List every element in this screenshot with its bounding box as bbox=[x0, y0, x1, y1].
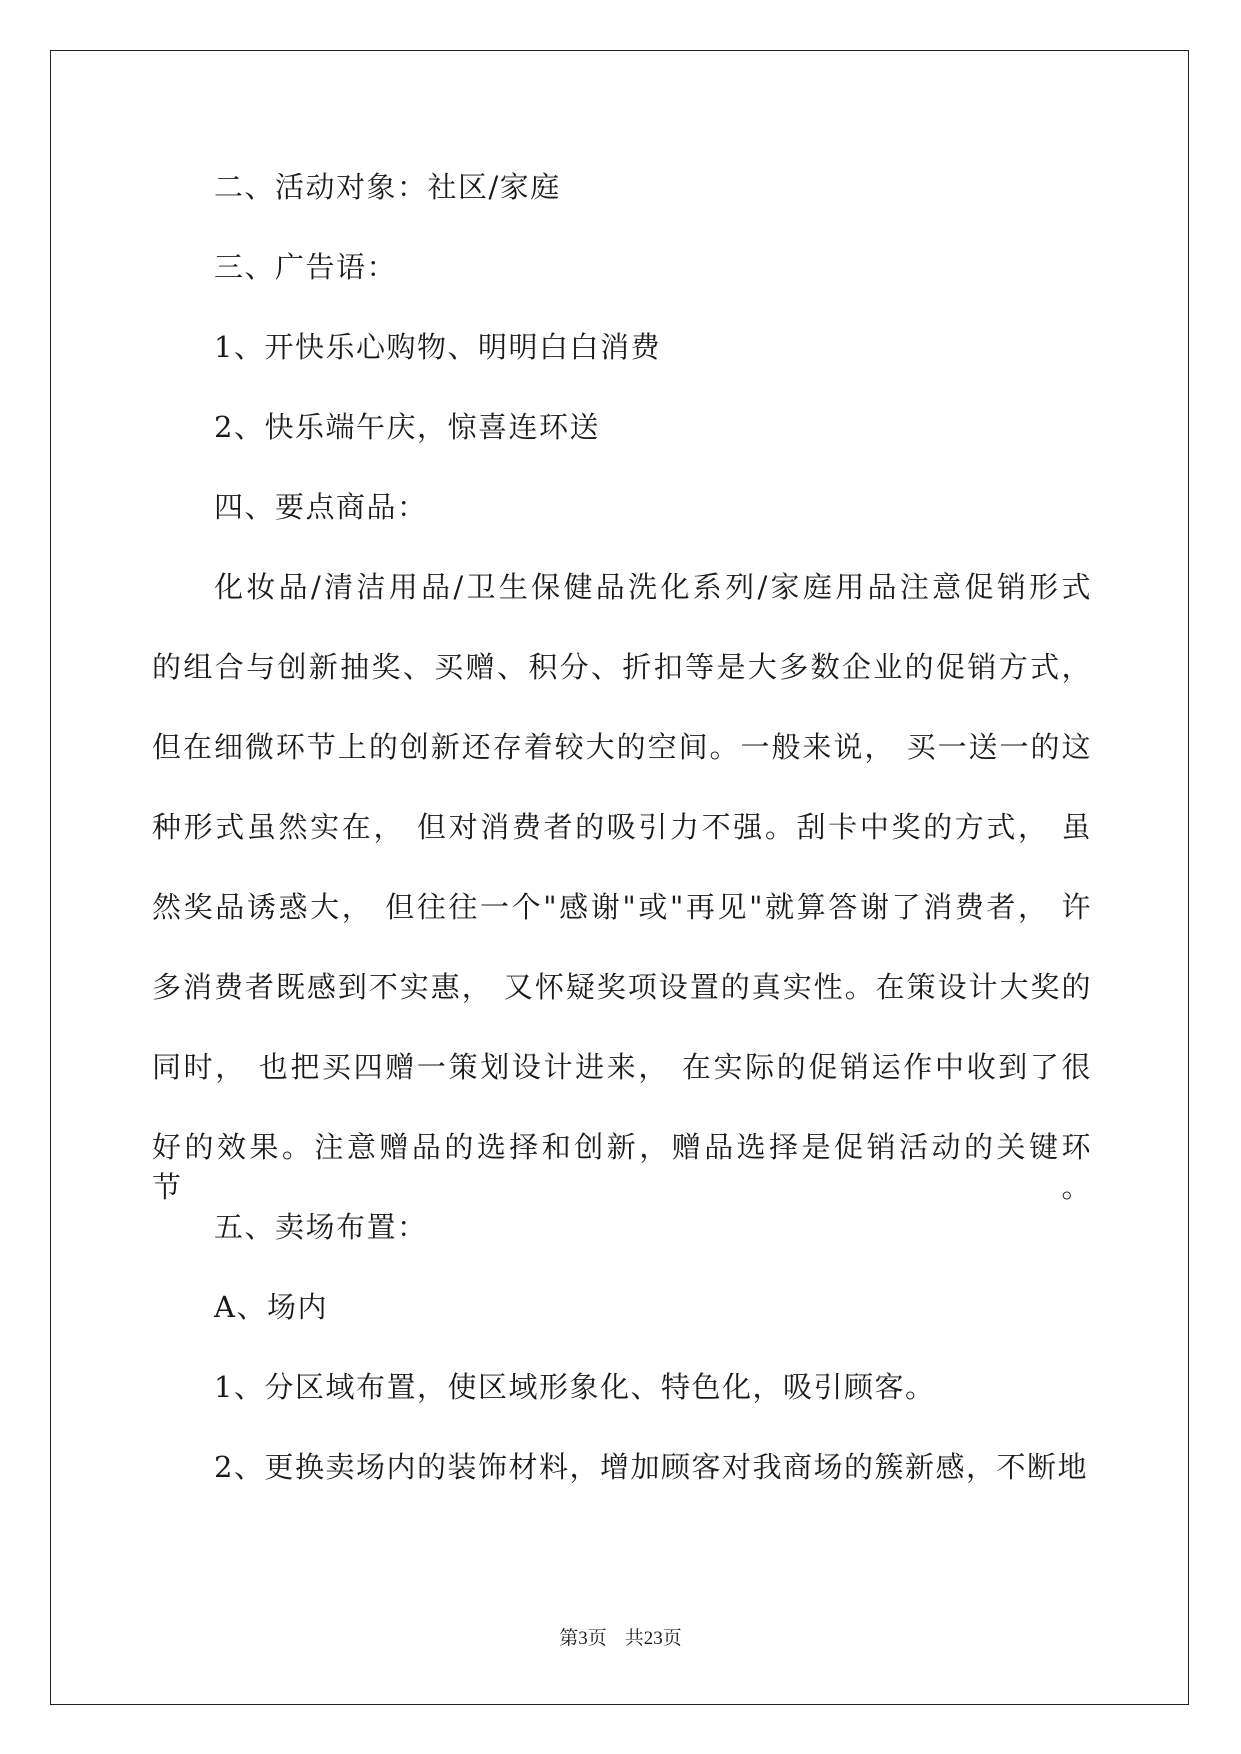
paragraph-line: 化妆品/清洁用品/卫生保健品洗化系列/家庭用品注意促销形式 bbox=[214, 570, 1092, 604]
section-heading-3: 三、广告语： bbox=[214, 250, 398, 284]
page-number: 第3页 bbox=[559, 1628, 607, 1649]
section-heading-4: 四、要点商品： bbox=[214, 490, 428, 524]
subsection-heading-a: A、场内 bbox=[214, 1290, 328, 1324]
list-item-2: 2、更换卖场内的装饰材料，增加顾客对我商场的簇新感，不断地 bbox=[214, 1450, 1088, 1484]
paragraph-line: 种形式虽然实在， 但对消费者的吸引力不强。刮卡中奖的方式， 虽 bbox=[152, 810, 1092, 844]
slogan-1: 1、开快乐心购物、明明白白消费 bbox=[214, 330, 661, 364]
paragraph-line: 然奖品诱惑大， 但往往一个"感谢"或"再见"就算答谢了消费者， 许 bbox=[152, 890, 1092, 924]
section-heading-2: 二、活动对象：社区/家庭 bbox=[214, 170, 561, 204]
section-heading-5: 五、卖场布置： bbox=[214, 1210, 428, 1244]
page-footer bbox=[0, 1623, 1241, 1650]
page-total: 共23页 bbox=[624, 1628, 682, 1649]
paragraph-line: 多消费者既感到不实惠， 又怀疑奖项设置的真实性。在策设计大奖的 bbox=[152, 970, 1092, 1004]
paragraph-line: 同时， 也把买四赠一策划设计进来， 在实际的促销运作中收到了很 bbox=[152, 1050, 1092, 1084]
list-item-1: 1、分区域布置，使区域形象化、特色化，吸引顾客。 bbox=[214, 1370, 936, 1404]
slogan-2: 2、快乐端午庆，惊喜连环送 bbox=[214, 410, 600, 444]
paragraph-line: 但在细微环节上的创新还存着较大的空间。一般来说， 买一送一的这 bbox=[152, 730, 1092, 764]
paragraph-line: 好的效果。注意赠品的选择和创新，赠品选择是促销活动的关键环节。 bbox=[152, 1130, 1092, 1204]
paragraph-line: 的组合与创新抽奖、买赠、积分、折扣等是大多数企业的促销方式， bbox=[152, 650, 1092, 684]
